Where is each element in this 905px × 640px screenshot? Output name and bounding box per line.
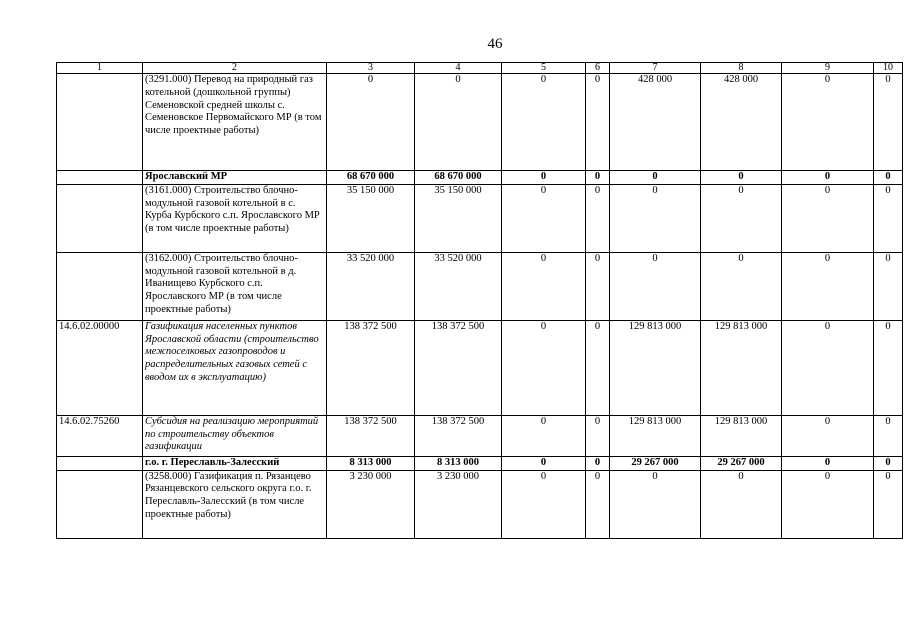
value-cell: 138 372 500 (415, 320, 502, 415)
value-cell: 8 313 000 (415, 456, 502, 470)
value-cell: 0 (782, 415, 874, 456)
value-cell: 0 (586, 456, 610, 470)
value-cell: 0 (502, 171, 586, 185)
row-code: 14.6.02.00000 (57, 320, 143, 415)
value-cell: 0 (701, 171, 782, 185)
column-number: 3 (327, 63, 415, 74)
row-name: Газификация населенных пунктов Ярославской области (строительство межпоселковых газопроводов и распределительных газовых сетей с вводом их в эксплуатацию) (143, 320, 327, 415)
column-number: 5 (502, 63, 586, 74)
budget-table (56, 62, 903, 539)
value-cell: 0 (701, 252, 782, 320)
value-cell: 129 813 000 (701, 320, 782, 415)
table-row (57, 470, 903, 538)
value-cell: 3 230 000 (415, 470, 502, 538)
value-cell: 0 (874, 456, 903, 470)
column-number: 6 (586, 63, 610, 74)
value-cell: 0 (502, 470, 586, 538)
value-cell: 0 (701, 470, 782, 538)
row-code (57, 470, 143, 538)
row-name: (3161.000) Строительство блочно-модульной газовой котельной в с. Курба Курбского с.п. Ярославского МР (в том числе проектные работы) (143, 184, 327, 252)
table-row (57, 184, 903, 252)
value-cell: 138 372 500 (327, 320, 415, 415)
value-cell: 68 670 000 (415, 171, 502, 185)
value-cell: 0 (327, 74, 415, 171)
value-cell: 0 (502, 320, 586, 415)
row-code (57, 74, 143, 171)
row-name: Субсидия на реализацию мероприятий по строительству объектов газификации (143, 415, 327, 456)
value-cell: 35 150 000 (415, 184, 502, 252)
value-cell: 68 670 000 (327, 171, 415, 185)
value-cell: 0 (502, 456, 586, 470)
column-number-row (57, 63, 903, 74)
value-cell: 33 520 000 (327, 252, 415, 320)
row-code: 14.6.02.75260 (57, 415, 143, 456)
value-cell: 0 (782, 470, 874, 538)
value-cell: 0 (610, 252, 701, 320)
value-cell: 0 (874, 171, 903, 185)
value-cell: 129 813 000 (610, 320, 701, 415)
column-number: 9 (782, 63, 874, 74)
column-number: 4 (415, 63, 502, 74)
value-cell: 0 (782, 320, 874, 415)
value-cell: 0 (586, 184, 610, 252)
table-row (57, 320, 903, 415)
value-cell: 0 (586, 415, 610, 456)
value-cell: 138 372 500 (415, 415, 502, 456)
value-cell: 33 520 000 (415, 252, 502, 320)
row-name: (3162.000) Строительство блочно-модульной газовой котельной в д. Иванищево Курбского с.п. Ярославского МР (в том числе проектные работы) (143, 252, 327, 320)
value-cell: 0 (874, 184, 903, 252)
value-cell: 29 267 000 (701, 456, 782, 470)
page-number: 46 (487, 36, 503, 52)
column-number: 10 (874, 63, 903, 74)
subtotal-row (57, 456, 903, 470)
value-cell: 8 313 000 (327, 456, 415, 470)
row-code (57, 456, 143, 470)
value-cell: 428 000 (701, 74, 782, 171)
column-number: 1 (57, 63, 143, 74)
value-cell: 0 (782, 456, 874, 470)
value-cell: 0 (610, 184, 701, 252)
value-cell: 0 (782, 74, 874, 171)
value-cell: 0 (586, 320, 610, 415)
table-row (57, 252, 903, 320)
value-cell: 0 (586, 171, 610, 185)
value-cell: 0 (782, 252, 874, 320)
value-cell: 0 (874, 74, 903, 171)
value-cell: 0 (502, 252, 586, 320)
value-cell: 138 372 500 (327, 415, 415, 456)
table-row (57, 415, 903, 456)
value-cell: 0 (874, 415, 903, 456)
row-code (57, 252, 143, 320)
value-cell: 129 813 000 (701, 415, 782, 456)
value-cell: 0 (874, 320, 903, 415)
column-number: 2 (143, 63, 327, 74)
value-cell: 0 (610, 470, 701, 538)
value-cell: 0 (586, 252, 610, 320)
value-cell: 0 (586, 74, 610, 171)
row-name: (3291.000) Перевод на природный газ котельной (дошкольной группы) Семеновской средней школы с. Семеновское Первомайского МР (в том числе проектные работы) (143, 74, 327, 171)
value-cell: 0 (701, 184, 782, 252)
row-name: Ярославский МР (143, 171, 327, 185)
column-number: 8 (701, 63, 782, 74)
value-cell: 0 (415, 74, 502, 171)
value-cell: 129 813 000 (610, 415, 701, 456)
value-cell: 0 (874, 470, 903, 538)
row-name: (3258.000) Газификация п. Рязанцево Рязанцевского сельского округа г.о. г. Переславль-Залесский (в том числе проектные работы) (143, 470, 327, 538)
value-cell: 29 267 000 (610, 456, 701, 470)
value-cell: 35 150 000 (327, 184, 415, 252)
value-cell: 0 (874, 252, 903, 320)
value-cell: 0 (502, 184, 586, 252)
value-cell: 0 (586, 470, 610, 538)
value-cell: 3 230 000 (327, 470, 415, 538)
row-name: г.о. г. Переславль-Залесский (143, 456, 327, 470)
column-number: 7 (610, 63, 701, 74)
value-cell: 0 (502, 415, 586, 456)
value-cell: 0 (782, 184, 874, 252)
value-cell: 428 000 (610, 74, 701, 171)
subtotal-row (57, 171, 903, 185)
row-code (57, 184, 143, 252)
value-cell: 0 (502, 74, 586, 171)
row-code (57, 171, 143, 185)
value-cell: 0 (782, 171, 874, 185)
table-row (57, 74, 903, 171)
value-cell: 0 (610, 171, 701, 185)
table-body (57, 63, 903, 539)
